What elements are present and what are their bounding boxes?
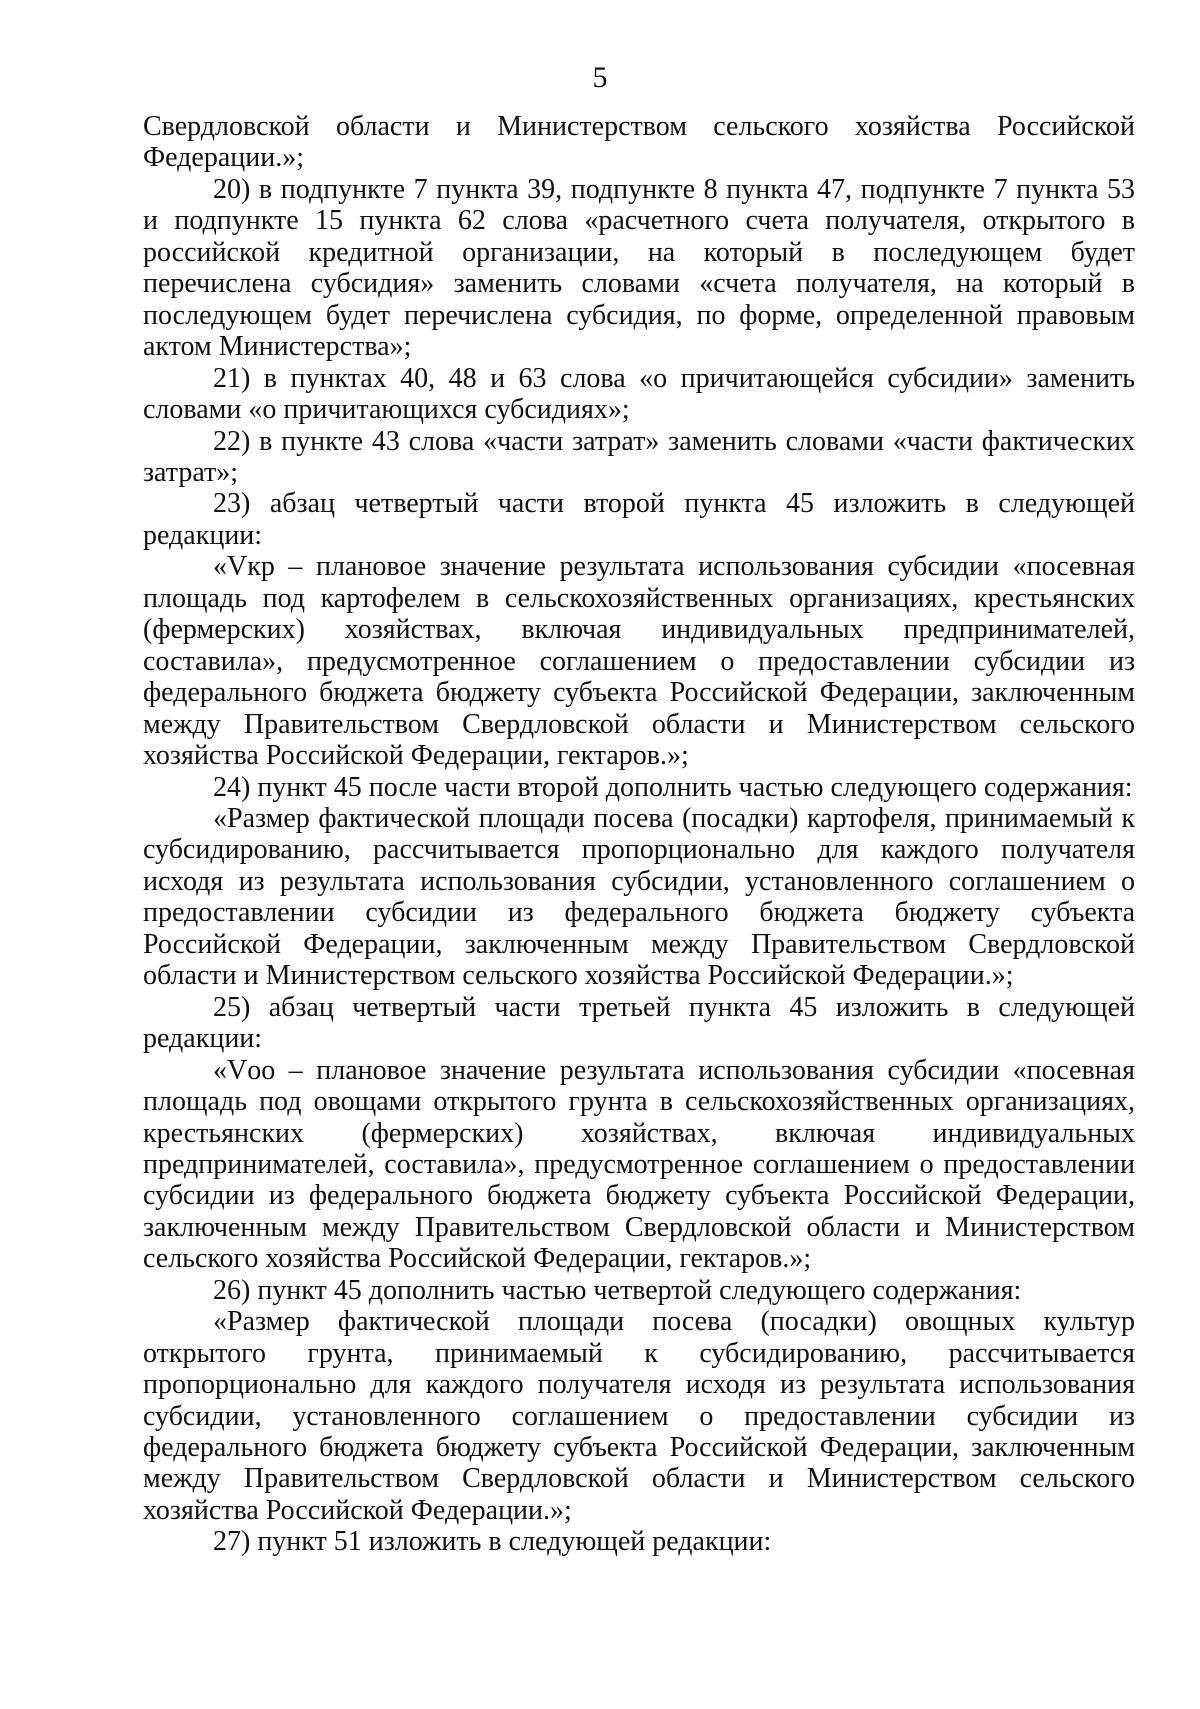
- document-body: [143, 111, 1135, 1558]
- paragraph-item-23: 23) абзац четвертый части второй пункта 45 изложить в следующей редакции:: [143, 488, 1135, 551]
- paragraph-item-20: 20) в подпункте 7 пункта 39, подпункте 8 пункта 47, подпункте 7 пункта 53 и подпункте 15 пункта 62 слова «расчетного счета получателя, открытого в российской кредитной организации, на который в последующем будет перечислена субсидия» заменить словами «счета получателя, на который в последующем будет перечислена субсидия, по форме, определенной правовым актом Министерства»;: [143, 173, 1135, 363]
- paragraph-item-27: 27) пункт 51 изложить в следующей редакции:: [213, 1526, 772, 1558]
- paragraph-item-21: 21) в пунктах 40, 48 и 63 слова «о причитающейся субсидии» заменить словами «о причитающихся субсидиях»;: [143, 362, 1135, 426]
- paragraph-item-24: 24) пункт 45 после части второй дополнить частью следующего содержания:: [213, 771, 1133, 803]
- paragraph-item-25: 25) абзац четвертый части третьей пункта 45 изложить в следующей редакции:: [143, 991, 1135, 1055]
- paragraph-item-26: 26) пункт 45 дополнить частью четвертой следующего содержания:: [213, 1274, 1022, 1306]
- paragraph-quote-vkr: «Vкр – плановое значение результата использования субсидии «посевная площадь под картофелем в сельскохозяйственных организациях, крестьянских (фермерских) хозяйствах, включая индивидуальных предпринимателей, составила», предусмотренное соглашением о предоставлении субсидии из федерального бюджета бюджету субъекта Российской Федерации, заключенным между Правительством Свердловской области и Министерством сельского хозяйства Российской Федерации, гектаров.»;: [143, 551, 1135, 772]
- page-number: 5: [592, 61, 608, 94]
- paragraph-quote-potato-area: «Размер фактической площади посева (посадки) картофеля, принимаемый к субсидированию, рассчитывается пропорционально для каждого получателя исходя из результата использования субсидии, установленного соглашением о предоставлении субсидии из федерального бюджета бюджету субъекта Российской Федерации, заключенным между Правительством Свердловской области и Министерством сельского хозяйства Российской Федерации.»;: [143, 802, 1135, 992]
- paragraph-item-22: 22) в пункте 43 слова «части затрат» заменить словами «части фактических затрат»;: [143, 425, 1135, 488]
- paragraph-quote-vegetable-area: «Размер фактической площади посева (посадки) овощных культур открытого грунта, принимаемый к субсидированию, рассчитывается пропорционально для каждого получателя исходя из результата использования субсидии, установленного соглашением о предоставлении субсидии из федерального бюджета бюджету субъекта Российской Федерации, заключенным между Правительством Свердловской области и Министерством сельского хозяйства Российской Федерации.»;: [143, 1306, 1135, 1526]
- paragraph-quote-voo: «Vоо – плановое значение результата использования субсидии «посевная площадь под овощами открытого грунта в сельскохозяйственных организациях, крестьянских (фермерских) хозяйствах, включая индивидуальных предпринимателей, составила», предусмотренное соглашением о предоставлении субсидии из федерального бюджета бюджету субъекта Российской Федерации, заключенным между Правительством Свердловской области и Министерством сельского хозяйства Российской Федерации, гектаров.»;: [143, 1054, 1135, 1275]
- paragraph-continuation: Свердловской области и Министерством сельского хозяйства Российской Федерации.»;: [143, 111, 1135, 174]
